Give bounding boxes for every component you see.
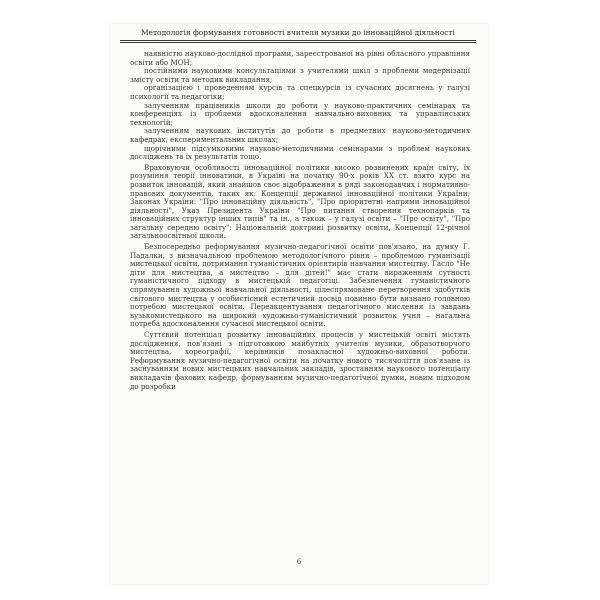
paragraph: Суттєвий потенціал розвитку інноваційних процесів у мистецькій освіті містять дослідження, пов'язані з підготовкою майбутніх учителів музики, образотворчого мистецтва, хореографії, керівників позакласної художньо-виховної роботи. Реформування музично-педагогічної освіти на початку нового тисячоліття пов'язане із заснуванням нових мистецьких навчальних закладів, зростанням наукового потенціалу викладачів фахових кафедр, формуванням музично-педагогічної думки, новим підходом до розробки <box>130 330 470 391</box>
paragraph: Безпосередньо реформування музично-педагогічної освіти пов'язано, на думку Г. Падалки, з визначальною проблемою методологічного рівня – проблемою гуманізації мистецької освіти, дотримання гуманістичних орієнтирів навчання мистецтву. Гасло "Не діти для мистецтва, а мистецтво – для дітей!" має стати вираженням сутності гуманістичного підходу в мистецькій педагогіці. Забезпечення гуманістичного спрямування художньої навчальної діяльності, цілеспрямоване перетворення здобутків світового мистецтва у особистісний естетичний досвід повинно бути визнано головною потребою мистецької освіти. Переакцентування педагогічного мислення із завдань вузькомистецького на широкий художньо-гуманістичний розвиток учня – нагальна потреба вдосконалення сучасної мистецької освіти. <box>130 242 470 329</box>
paragraph: організацією і проведенням курсів та спецкурсів із сучасних досягнень у галузі психології та педагогіки; <box>130 83 470 101</box>
page-body <box>130 50 470 391</box>
paragraph: залученням наукових інститутів до роботи в предметних науково-методичних кафедрах, експериментальних школах; <box>130 126 470 144</box>
paragraph: постійними науковими консультаціями з учителями шкіл з проблеми модернізації змісту освіти та методик викладання; <box>130 66 470 84</box>
page-number: 6 <box>296 558 302 566</box>
paragraph: щорічними підсумковими науково-методичними семінарами з проблем наукових досліджень та їх результатів тощо. <box>130 143 470 162</box>
running-header: Методологія формування готовності вчителя музики до інноваційної діяльності <box>141 28 455 37</box>
paragraph: Враховуючи особливості інноваційної політики високо розвинених країн світу, їх розуміння теорії інноватики, в Україні на початку 90-х років ХХ ст. взято курс на розвиток інновацій, який знайшов своє відображення в ряді законодавчих і нормативно-правових документів, таких як: Концепції державної інноваційної політики України; Законах України: "Про інноваційну діяльність", "Про пріоритетні напрями інноваційної діяльності", Указ Президента України "Про питання створення технопарків та інноваційних структур інших типів" та ін., а також – у галузі освіти – "Про освіту", "Про загальну середню освіту"; Національній доктрині розвитку освіти, Концепції 12-річної загальноосвітньої школи. <box>130 162 470 241</box>
document-page <box>110 24 488 584</box>
paragraph: наявністю науково-дослідної програми, зареєстрованої на рівні обласного управління освіти або МОН; <box>130 49 470 67</box>
paragraph: залученням працівників школи до роботи у науково-практичних семінарах та конференціях із проблеми вдосконалення навчально-виховних та управлінських технологій; <box>130 100 470 127</box>
header-rule <box>120 40 476 43</box>
